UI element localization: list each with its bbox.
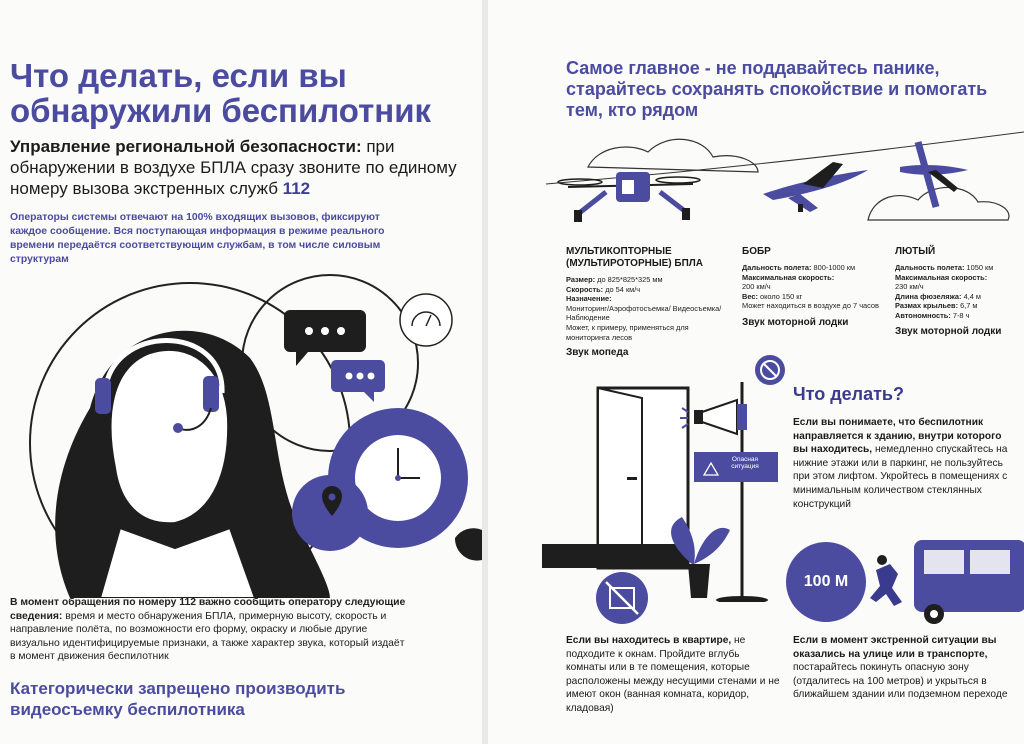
floor [542,544,688,568]
drone-specs [566,275,726,342]
speedometer-circle [400,294,452,346]
spec-label: Дальность полета: [895,263,965,272]
spec-value: до 54 км/ч [605,284,641,294]
drone-name: ЛЮТЫЙ [895,246,936,257]
authority-label: Управление региональной безопасности: [10,137,362,156]
headset-left-ear [95,378,111,414]
video-ban-warning: Категорически запрещено производить видеосъемку беспилотника [10,679,346,719]
building-advice-bold: Если вы понимаете, что беспилотник направляется к зданию, внутри которого вы находитесь, [793,417,1002,456]
multicopter-drone-icon [558,172,700,222]
building-advice-text: немедленно спускайтесь на нижние этажи или в паркинг, не пользуйтесь при этом лифтом. Укройтесь в помещениях с минимальным количеством стеклянных конструкций [793,444,1008,510]
spec-value: 230 км/ч [895,282,924,292]
calm-headline: Самое главное - не поддавайтесь панике, старайтесь сохранять спокойствие и помогать тем, кто рядом [566,58,988,120]
speech-bubble-small [331,360,385,402]
drone-sound: Звук моторной лодки [895,325,1002,337]
drone-sound: Звук моторной лодки [742,316,849,328]
drone-card-lyuty [895,246,1021,337]
operator-illustration [0,268,482,598]
drone-name: МУЛЬТИКОПТОРНЫЕ (МУЛЬТИРОТОРНЫЕ) БПЛА [566,246,704,269]
no-window-icon [594,570,650,626]
drone-specs [895,263,1021,321]
drone-name: БОБР [742,246,771,257]
street-advice [793,634,1015,702]
spec-note: Может, к примеру, применяться для мониторинга лесов [566,322,689,342]
spec-label: Максимальная скорость: [742,272,835,282]
spec-label: Дальность полета: [742,263,812,272]
spec-value: 200 км/ч [742,282,771,292]
spec-value: 4,4 м [963,291,981,301]
running-person-icon [870,564,902,606]
spec-label: Вес: [742,291,758,301]
drone-sound: Звук мопеда [566,347,629,359]
drone-card-multicopter [566,246,726,358]
call-details [10,596,410,664]
drone-card-bobr [742,246,884,328]
headset-right-ear [203,376,219,412]
street-advice-bold: Если в момент экстренной ситуации вы оказались на улице или в транспорте, [793,635,997,660]
what-to-do-heading: Что делать? [793,384,904,404]
operators-info: Операторы системы отвечают на 100% входящих вызовов, фиксируют каждое сообщение. Вся поступающая информация в режиме реального времени передаётся соответствующим службам, в том числе силовым структурам [10,212,385,265]
spec-value: около 150 кг [759,291,803,301]
megaphone-icon [702,400,737,434]
apartment-advice [566,634,780,716]
spec-value: Мониторинг/Аэрофотосъемка/ Видеосъемка/ Наблюдение [566,303,722,323]
face-shape [111,350,229,523]
bobr-drone-icon [763,162,868,212]
instruction-text: при обнаружении в воздухе БПЛА сразу звоните по единому номеру вызова экстренных служб [10,137,457,198]
drones-illustration [488,112,1024,242]
spec-label: Размах крыльев: [895,301,959,311]
spec-label: Максимальная скорость: [895,272,988,282]
right-page [488,0,1024,744]
building-advice [793,416,1015,511]
distance-label: 100 М [803,573,849,590]
danger-sign-label: Опасная ситуация [731,456,759,470]
emergency-number: 112 [282,179,311,198]
spec-value: 800-1000 км [813,263,856,272]
drone-specs [742,263,884,311]
street-advice-text: постарайтесь покинуть опасную зону (отдалитесь на 100 метров) и укрыться в ближайшем здании или подземном переходе [793,662,1008,701]
spec-note: Может находиться в воздухе до 7 часов [742,301,879,311]
call-details-text: время и место обнаружения БПЛА, примерную высоту, скорость и направление полёта, по возможности его форму, окраску и любые другие визуально идентифицируемые признаки, а также характер звука, который издаёт в момент движения беспилотник [10,610,405,662]
spec-label: Автономность: [895,310,951,320]
spec-label: Длина фюзеляжа: [895,291,962,301]
spec-value: 7-8 ч [952,310,970,320]
page-title: Что делать, если вы обнаружили беспилотник [10,57,432,129]
apartment-advice-text: не подходите к окнам. Пройдите вглубь комнаты или в те помещения, которые расположены между несущими стенами и не имеют окон (ванная комната, коридор, кладовая) [566,635,780,714]
emergency-instruction [10,136,480,199]
spec-value: до 825*825*325 мм [597,275,663,284]
apartment-advice-bold: Если вы находитесь в квартире, [566,635,732,646]
spec-label: Размер: [566,275,596,284]
spec-value: 1050 км [966,263,994,272]
spec-value: 6,7 м [960,301,978,311]
spec-label: Назначение: [566,294,612,304]
call-details-bold: В момент обращения по номеру 112 важно сообщить оператору следующие сведения: [10,597,406,622]
spec-label: Скорость: [566,284,604,294]
left-page [0,0,482,744]
